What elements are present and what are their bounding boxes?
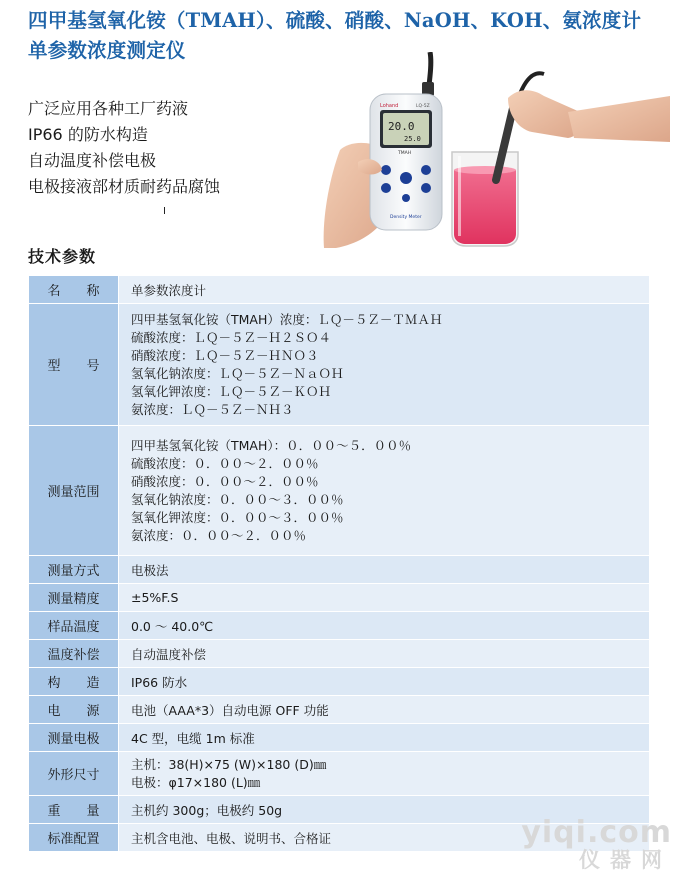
spec-label: 外形尺寸 — [29, 752, 119, 796]
feature-item: 广泛应用各种工厂药液 — [28, 99, 189, 118]
spec-value-line: 氨浓度：０．００～２．００％ — [131, 527, 307, 543]
spec-row — [29, 752, 650, 796]
spec-value-line: 氢氧化钾浓度：０．００～３．００％ — [131, 509, 344, 525]
spec-row — [29, 612, 650, 640]
density-meter — [370, 94, 442, 230]
spec-label: 测量精度 — [29, 584, 119, 612]
spec-value — [119, 612, 650, 640]
spec-row — [29, 724, 650, 752]
spec-value-line: ±5%F.S — [131, 590, 179, 605]
spec-value — [119, 426, 650, 556]
device-brand: Lohand — [380, 103, 399, 109]
spec-value — [119, 556, 650, 584]
title-line-1: 四甲基氢氧化铵（TMAH）、硫酸、硝酸、NaOH、KOH、氨浓度计 — [28, 9, 642, 32]
spec-label: 重 量 — [29, 796, 119, 824]
spec-value — [119, 724, 650, 752]
spec-label: 测量方式 — [29, 556, 119, 584]
lcd-reading: 20.0 — [388, 120, 415, 133]
spec-value-line: 电极法 — [131, 562, 169, 578]
spec-value-line: 自动温度补偿 — [131, 646, 207, 662]
spec-label: 型 号 — [29, 304, 119, 426]
spec-value-line: 主机含电池、电极、说明书、合格证 — [131, 830, 332, 846]
spec-label: 构 造 — [29, 668, 119, 696]
device-label: TMAH — [398, 151, 412, 156]
spec-value-line: 电池（AAA*3）自动电源 OFF 功能 — [131, 702, 329, 718]
product-photo — [318, 52, 670, 252]
beaker — [452, 152, 518, 246]
watermark-domain: yiqi.com — [521, 815, 672, 850]
spec-value — [119, 304, 650, 426]
specs-heading: 技术参数 — [28, 247, 97, 266]
spec-value-line: 氢氧化钠浓度：ＬＱ－５Ｚ－ＮａＯＨ — [131, 365, 344, 381]
spec-value-line: IP66 防水 — [131, 674, 188, 690]
spec-row — [29, 584, 650, 612]
spec-value-line: 主机约 300g；电极约 50g — [131, 802, 283, 818]
spec-row — [29, 304, 650, 426]
spec-value — [119, 276, 650, 304]
spec-value-line: 硝酸浓度：ＬＱ－５Ｚ－ＨＮＯ３ — [131, 347, 319, 363]
spec-value — [119, 668, 650, 696]
spec-value — [119, 696, 650, 724]
spec-value-line: 0.0 ～ 40.0℃ — [131, 618, 214, 634]
spec-value-line: 主机：38(H)×75 (W)×180 (D)㎜ — [131, 756, 327, 772]
stray-mark — [164, 207, 165, 214]
spec-value-line: 硫酸浓度：０．００～２．００％ — [131, 455, 319, 471]
spec-label: 名 称 — [29, 276, 119, 304]
spec-value-line: 硝酸浓度：０．００～２．００％ — [131, 473, 319, 489]
lcd-temp: 25.0 — [404, 135, 421, 143]
device-model: LQ-5Z — [416, 104, 430, 109]
spec-label: 样品温度 — [29, 612, 119, 640]
spec-row — [29, 668, 650, 696]
spec-label: 测量电极 — [29, 724, 119, 752]
title-line-2: 单参数浓度测定仪 — [28, 39, 186, 62]
spec-value — [119, 752, 650, 796]
feature-item: 自动温度补偿电极 — [28, 151, 157, 170]
spec-value-line: 四甲基氢氧化铵（TMAH）：０．００～５．００％ — [131, 437, 412, 453]
spec-row — [29, 556, 650, 584]
feature-item: IP66 的防水构造 — [28, 125, 148, 144]
spec-row — [29, 640, 650, 668]
spec-value-line: 单参数浓度计 — [131, 282, 207, 298]
watermark — [521, 815, 672, 872]
spec-table — [28, 275, 650, 852]
spec-label: 温度补偿 — [29, 640, 119, 668]
spec-value — [119, 640, 650, 668]
spec-value-line: 氢氧化钠浓度：０．００～３．００％ — [131, 491, 344, 507]
spec-value-line: 电极：φ17×180 (L)㎜ — [131, 774, 261, 790]
feature-item: 电极接液部材质耐药品腐蚀 — [28, 177, 221, 196]
spec-label: 测量范围 — [29, 426, 119, 556]
device-footer: Density Meter — [390, 215, 422, 220]
spec-value-line: 硫酸浓度：ＬＱ－５Ｚ－Ｈ２ＳＯ４ — [131, 329, 332, 345]
watermark-brand: 仪器网 — [579, 848, 672, 872]
spec-row — [29, 426, 650, 556]
spec-row — [29, 696, 650, 724]
spec-value-line: 氢氧化钾浓度：ＬＱ－５Ｚ－ＫＯＨ — [131, 383, 332, 399]
spec-value-line: 氨浓度：ＬＱ－５Ｚ－ＮＨ３ — [131, 401, 294, 417]
spec-label: 标准配置 — [29, 824, 119, 852]
liquid — [454, 170, 516, 244]
spec-value — [119, 584, 650, 612]
spec-label: 电 源 — [29, 696, 119, 724]
spec-row — [29, 276, 650, 304]
feature-list — [28, 96, 220, 200]
spec-value-line: 四甲基氢氧化铵（TMAH）浓度：ＬＱ－５Ｚ－ＴＭＡＨ — [131, 311, 443, 327]
spec-value-line: 4C 型，电缆 1m 标准 — [131, 730, 255, 746]
